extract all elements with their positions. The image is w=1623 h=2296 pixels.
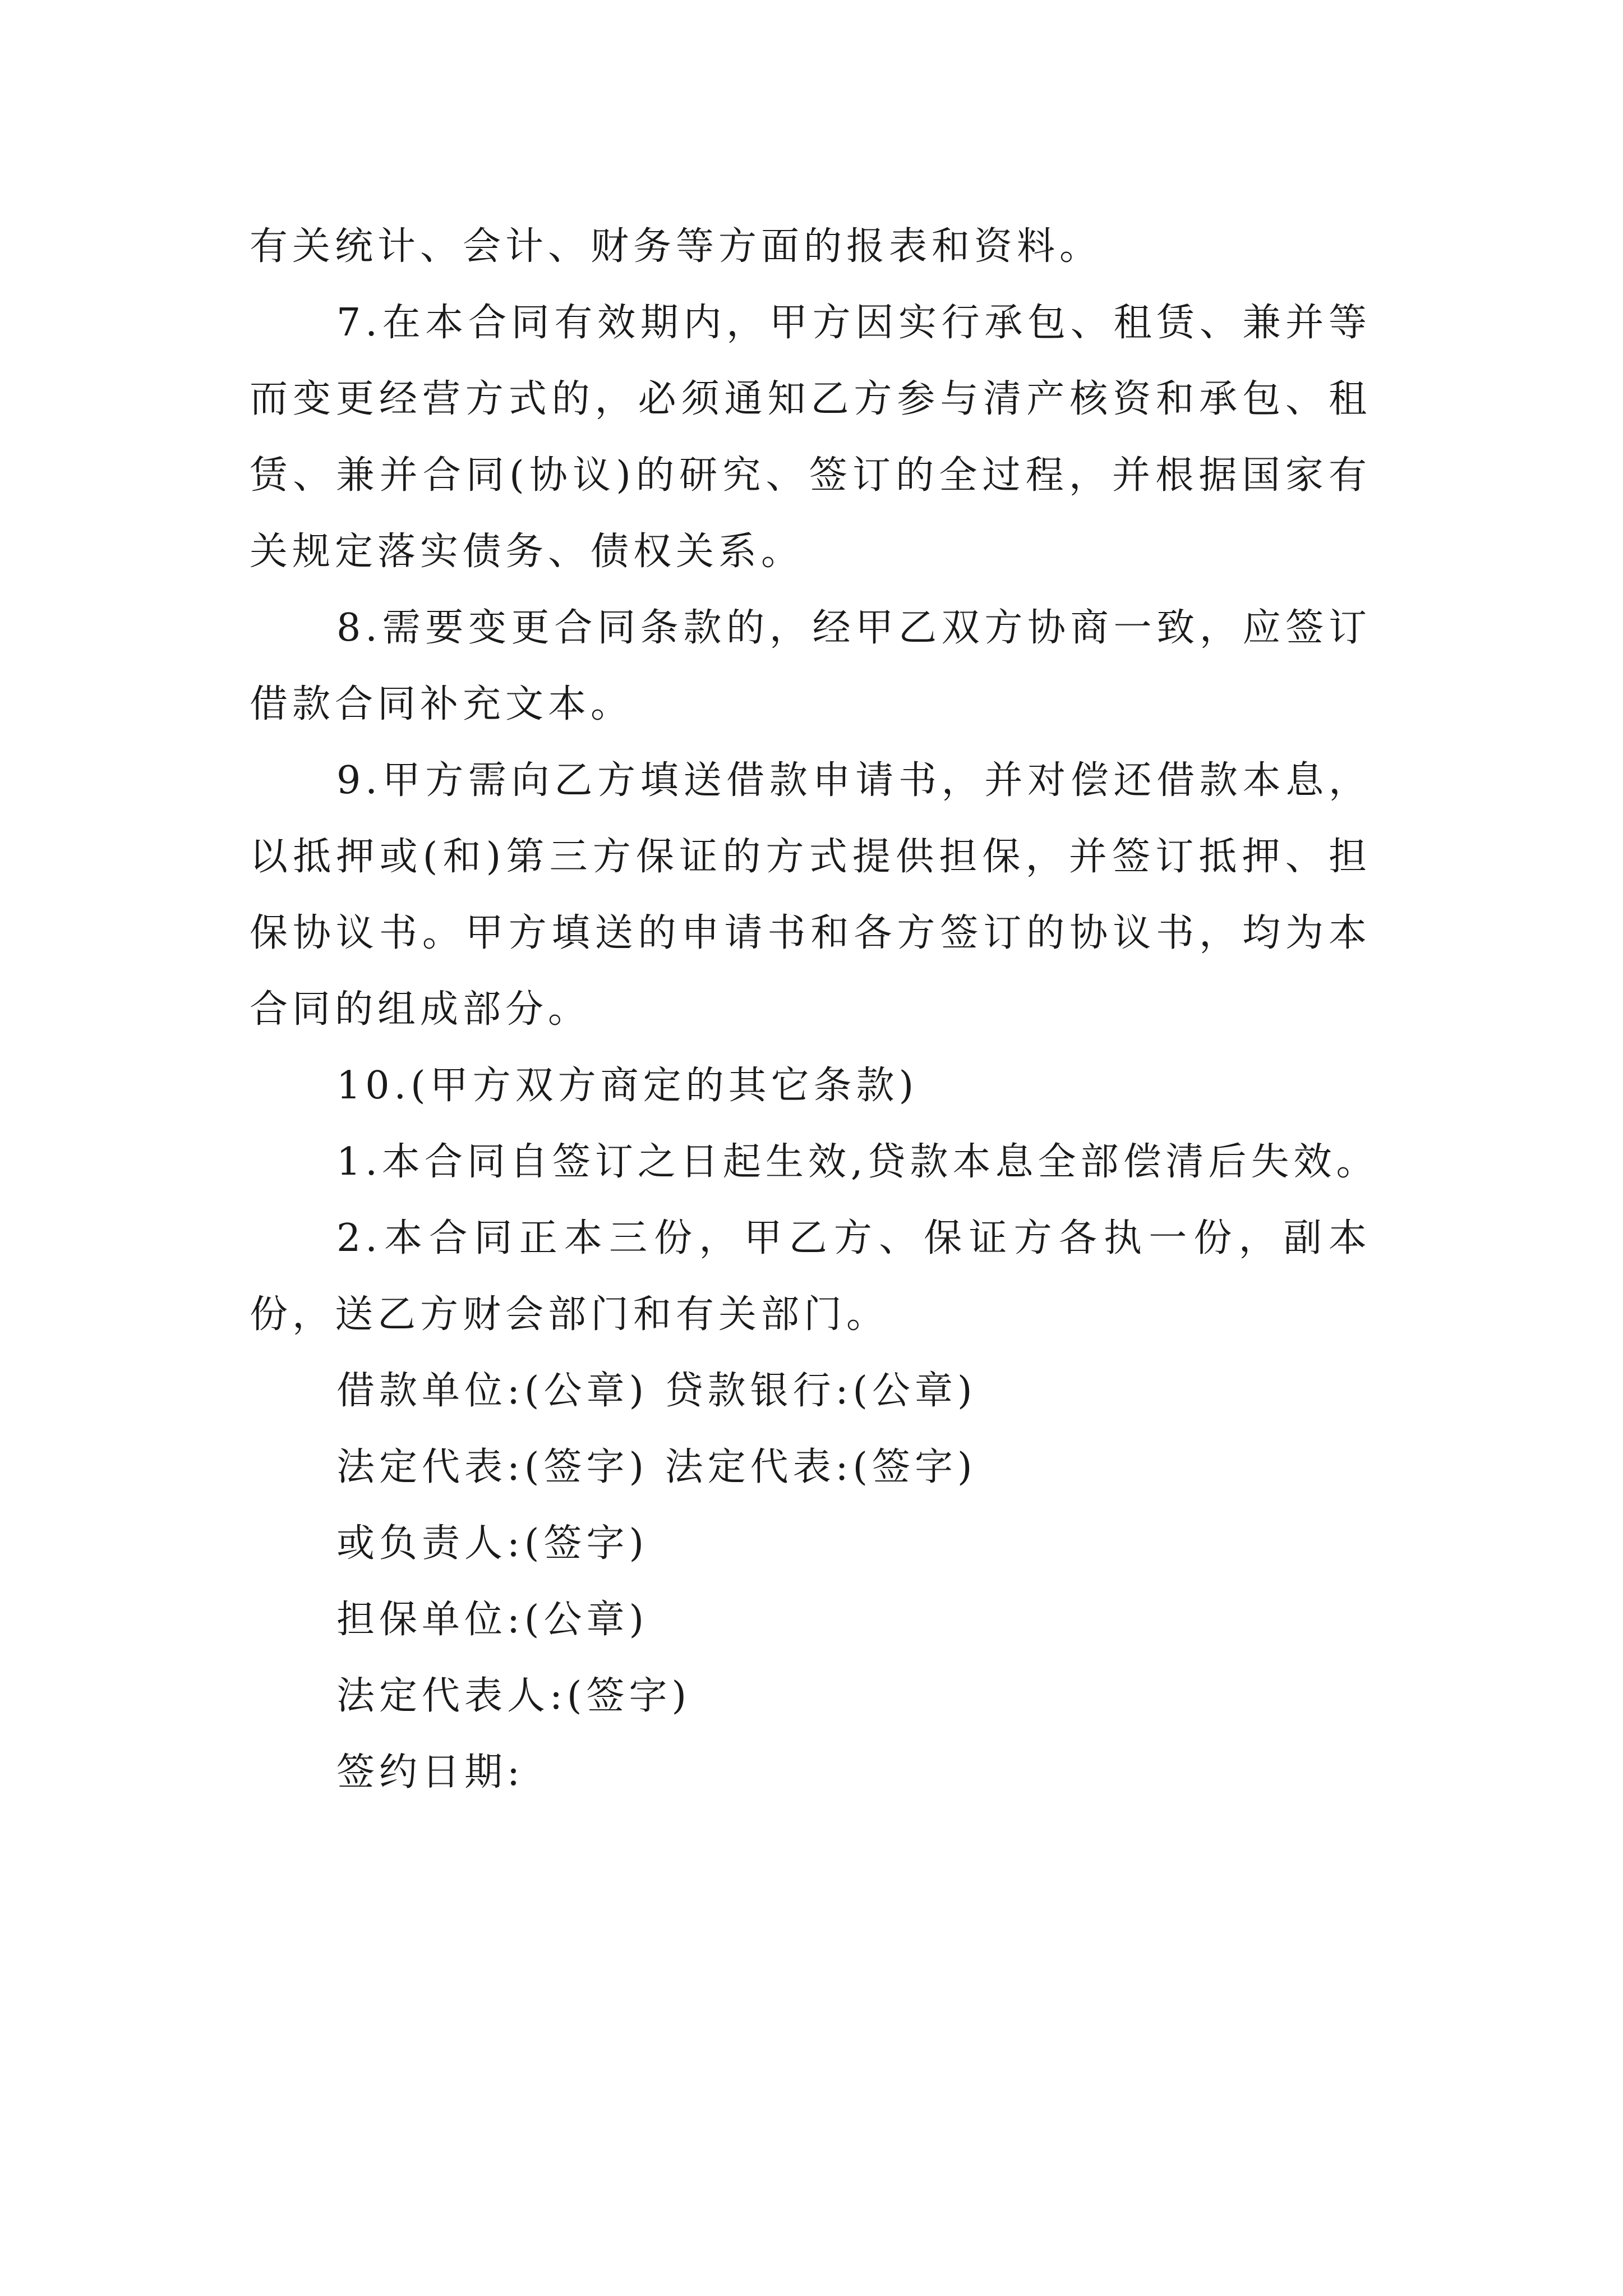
text-line: 有关统计、会计、财务等方面的报表和资料。 [250, 224, 1103, 269]
signature-line: 或负责人:(签字) [336, 1521, 648, 1566]
text-line: 以抵押或(和)第三方保证的方式提供担保，并签订抵押、担 [250, 835, 1371, 879]
signature-line: 法定代表:(签字) 法定代表:(签字) [336, 1445, 977, 1489]
text-line: 合同的组成部分。 [250, 987, 591, 1032]
text-line: 9.甲方需向乙方填送借款申请书，并对偿还借款本息， [336, 758, 1371, 803]
signature-line: 担保单位:(公章) [336, 1598, 648, 1642]
signature-line: 法定代表人:(签字) [336, 1674, 691, 1718]
signature-line: 签约日期: [336, 1750, 524, 1795]
text-line: 10.(甲方双方商定的其它条款) [336, 1064, 919, 1108]
text-line: 8.需要变更合同条款的，经甲乙双方协商一致，应签订 [336, 606, 1371, 650]
signature-block [250, 1353, 1371, 1811]
text-line: 份，送乙方财会部门和有关部门。 [250, 1292, 889, 1337]
text-line: 保协议书。甲方填送的申请书和各方签订的协议书，均为本 [250, 911, 1371, 955]
text-line: 关规定落实债务、债权关系。 [250, 530, 804, 574]
text-line: 1.本合同自签订之日起生效,贷款本息全部偿清后失效。 [336, 1140, 1379, 1184]
text-line: 赁、兼并合同(协议)的研究、签订的全过程，并根据国家有 [250, 453, 1371, 498]
signature-line: 借款单位:(公章) 贷款银行:(公章) [336, 1369, 977, 1413]
text-line: 2.本合同正本三份，甲乙方、保证方各执一份，副本 [336, 1216, 1371, 1260]
text-line: 7.在本合同有效期内，甲方因实行承包、租赁、兼并等 [336, 301, 1371, 345]
document-body [250, 209, 1379, 1811]
text-line: 借款合同补充文本。 [250, 682, 634, 726]
text-line: 而变更经营方式的，必须通知乙方参与清产核资和承包、租 [250, 377, 1371, 421]
